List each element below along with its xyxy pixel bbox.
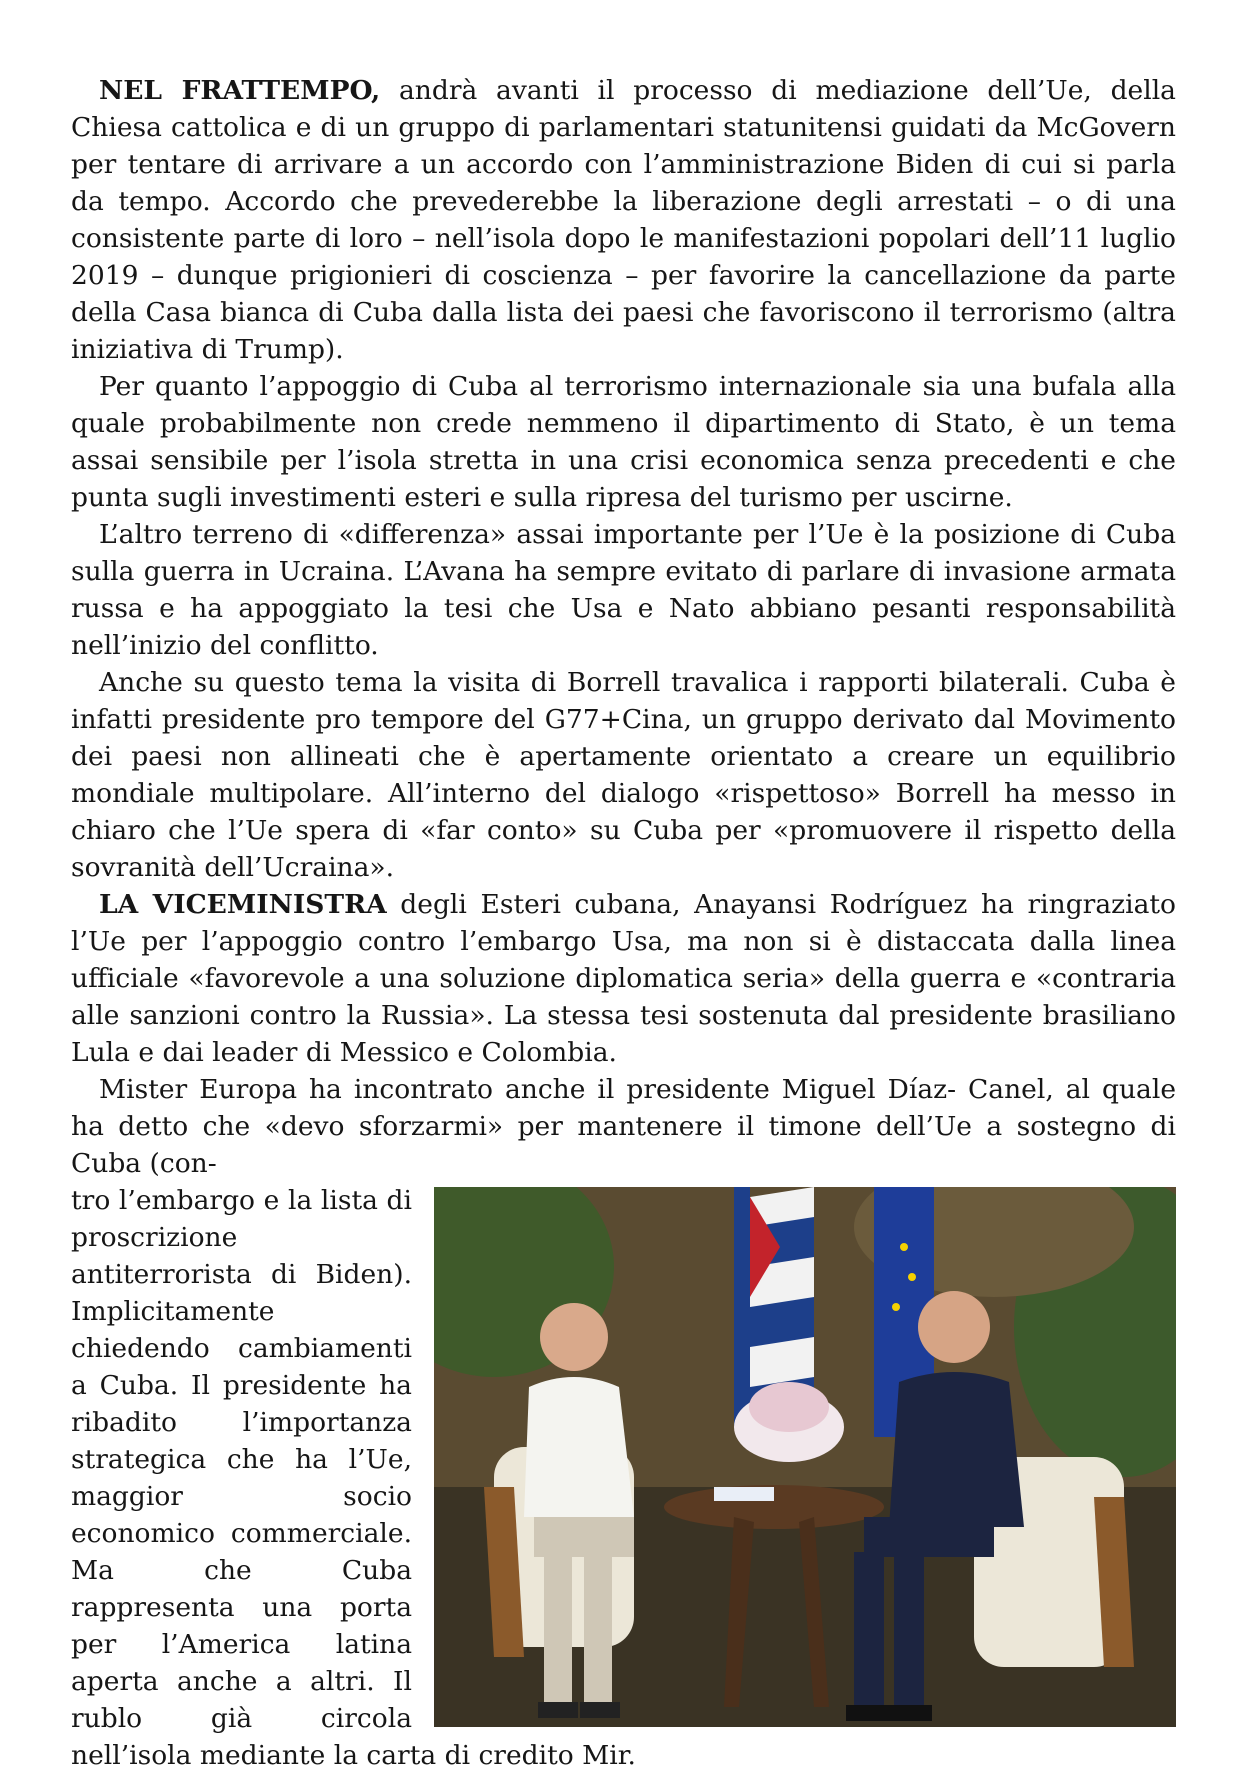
paragraph-6: Mister Europa ha incontrato anche il presidente Miguel Díaz- Canel, al quale ha detto che «devo sforzarmi» per mantenere il timone dell’Ue a sostegno di Cuba (con- bbox=[71, 1074, 1176, 1179]
paragraph-3: L’altro terreno di «differenza» assai importante per l’Ue è la posizione di Cuba sulla guerra in Ucraina. L’Avana ha sempre evitato di parlare di invasione armata russa e ha appoggiato la tesi che Usa e Nato abbiano pesanti responsabilità nell’inizio del conflitto. bbox=[71, 519, 1176, 661]
photo-illustration bbox=[434, 1187, 1176, 1727]
paragraph-2: Per quanto l’appoggio di Cuba al terrorismo internazionale sia una bufala alla quale probabilmente non crede nemmeno il dipartimento di Stato, è un tema assai sensibile per l’isola stretta in una crisi economica senza precedenti e che punta sugli investimenti esteri e sulla ripresa del turismo per uscirne. bbox=[71, 371, 1176, 513]
paragraph-text: andrà avanti il processo di mediazione dell’Ue, della Chiesa cattolica e di un gruppo di parlamentari statunitensi guidati da McGovern per tentare di arrivare a un accordo con l’amministrazione Biden di cui si parla da tempo. Accordo che prevederebbe la liberazione degli arrestati – o di una consistente parte di loro – nell’isola dopo le manifestazioni popolari dell’11 luglio 2019 – dunque prigionieri di coscienza – per favorire la cancellazione da parte della Casa bianca di Cuba dalla lista dei paesi che favoriscono il terrorismo (altra iniziativa di Trump). bbox=[71, 75, 1176, 365]
paragraph-lead: NEL FRATTEMPO, bbox=[99, 75, 381, 106]
photo-wrap-section bbox=[71, 1182, 1176, 1774]
paragraph-4: Anche su questo tema la visita di Borrell travalica i rapporti bilaterali. Cuba è infatti presidente pro tempore del G77+Cina, un gruppo derivato dal Movimento dei paesi non allineati che è apertamente orientato a creare un equilibrio mondiale multipolare. All’interno del dialogo «rispettoso» Borrell ha messo in chiaro che l’Ue spera di «far conto» su Cuba per «promuovere il rispetto della sovranità dell’Ucraina». bbox=[71, 667, 1176, 883]
meeting-photo bbox=[434, 1187, 1176, 1727]
article-body bbox=[71, 72, 1176, 1774]
paragraph-6-continued: tro l’embargo e la lista di proscrizione antiterrorista di Biden). Implicitamente chiedendo cambiamenti a Cuba. Il presidente ha ribadito l’importanza strategica che ha l’Ue, maggior socio economico commerciale. Ma che Cuba rappresenta una porta per l’America latina aperta anche a altri. Il rublo già circola nell’isola mediante la carta di credito Mir. bbox=[71, 1185, 636, 1771]
paragraph-1 bbox=[71, 72, 1176, 368]
paragraph-lead: LA VICEMINISTRA bbox=[99, 889, 387, 920]
paragraph-text: degli Esteri cubana, Anayansi Rodríguez ha ringraziato l’Ue per l’appoggio contro l’embargo Usa, ma non si è distaccata dalla linea ufficiale «favorevole a una soluzione diplomatica seria» della guerra e «contraria alle sanzioni contro la Russia». La stessa tesi sostenuta dal presidente brasiliano Lula e dai leader di Messico e Colombia. bbox=[71, 889, 1176, 1068]
paragraph-5 bbox=[71, 886, 1176, 1071]
